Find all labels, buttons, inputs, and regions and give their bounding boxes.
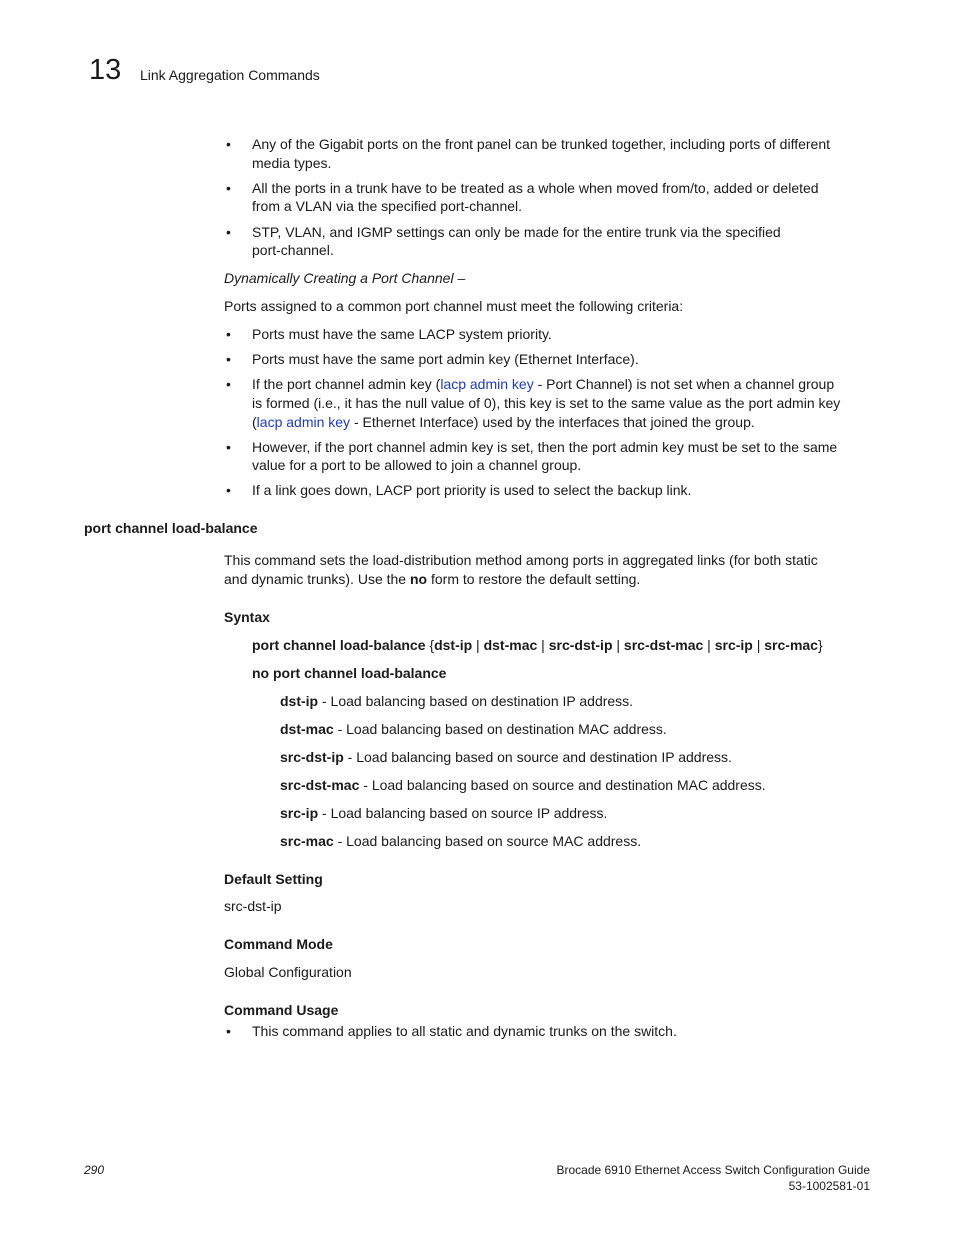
bullet-icon: • [226, 351, 231, 367]
bullet-icon: • [226, 1023, 231, 1039]
parameter-desc: - Load balancing based on source and destination MAC address. [359, 777, 766, 793]
text-fragment: - Port Channel) is not set when a channel group [533, 376, 835, 392]
parameter-desc: - Load balancing based on destination IP address. [318, 693, 634, 709]
parameter-item [280, 776, 766, 795]
syntax-option: src-mac [764, 637, 818, 653]
command-mode-value: Global Configuration [224, 964, 352, 980]
list-item: However, if the port channel admin key is set, then the port admin key must be set to the same [252, 439, 838, 455]
command-usage-heading: Command Usage [224, 1002, 339, 1018]
parameter-item [280, 720, 667, 739]
syntax-brace: } [817, 637, 823, 653]
list-item: Ports must have the same port admin key (Ethernet Interface). [252, 351, 639, 367]
no-keyword: no [409, 571, 428, 587]
parameter-name: dst-ip [280, 693, 319, 709]
text-fragment: and dynamic trunks). Use the [224, 571, 410, 587]
parameter-desc: - Load balancing based on destination MAC address. [333, 721, 667, 737]
syntax-option: src-dst-ip [548, 637, 613, 653]
list-item-continued: value for a port to be allowed to join a channel group. [252, 457, 582, 473]
criteria-intro: Ports assigned to a common port channel must meet the following criteria: [224, 298, 684, 314]
syntax-heading: Syntax [224, 609, 270, 625]
command-description-continued [224, 570, 640, 589]
list-item-continued: media types. [252, 155, 332, 171]
page-number: 290 [84, 1163, 105, 1177]
subsection-heading: Dynamically Creating a Port Channel – [224, 270, 466, 286]
default-setting-heading: Default Setting [224, 871, 323, 887]
parameter-desc: - Load balancing based on source and destination IP address. [343, 749, 732, 765]
syntax-option: src-dst-mac [623, 637, 704, 653]
syntax-line [252, 636, 823, 655]
list-item-continued: from a VLAN via the specified port-channel. [252, 198, 523, 214]
parameter-name: src-dst-ip [280, 749, 344, 765]
command-mode-heading: Command Mode [224, 936, 333, 952]
syntax-command: port channel load-balance [252, 637, 426, 653]
chapter-number: 13 [89, 54, 122, 86]
parameter-desc: - Load balancing based on source IP address. [318, 805, 608, 821]
list-item: If a link goes down, LACP port priority is used to select the backup link. [252, 482, 692, 498]
text-fragment: - Ethernet Interface) used by the interfaces that joined the group. [350, 414, 755, 430]
guide-title: Brocade 6910 Ethernet Access Switch Configuration Guide [556, 1163, 870, 1177]
syntax-option: dst-ip [434, 637, 473, 653]
command-title: port channel load-balance [84, 520, 258, 536]
bullet-icon: • [226, 136, 231, 152]
syntax-separator: | [612, 637, 624, 653]
bullet-icon: • [226, 180, 231, 196]
text-fragment: form to restore the default setting. [427, 571, 641, 587]
lacp-admin-key-link[interactable]: lacp admin key [256, 414, 351, 430]
syntax-brace: { [425, 637, 435, 653]
no-form-syntax: no port channel load-balance [252, 665, 447, 681]
parameter-item [280, 804, 607, 823]
usage-item: This command applies to all static and dynamic trunks on the switch. [252, 1023, 677, 1039]
bullet-icon: • [226, 439, 231, 455]
list-item: Ports must have the same LACP system priority. [252, 326, 552, 342]
parameter-item [280, 832, 641, 851]
syntax-separator: | [703, 637, 715, 653]
syntax-option: dst-mac [483, 637, 538, 653]
list-item-continued [252, 413, 755, 432]
syntax-option: src-ip [714, 637, 753, 653]
parameter-desc: - Load balancing based on source MAC address. [333, 833, 642, 849]
chapter-title: Link Aggregation Commands [140, 67, 320, 83]
syntax-separator: | [537, 637, 549, 653]
bullet-icon: • [226, 326, 231, 342]
list-item: All the ports in a trunk have to be treated as a whole when moved from/to, added or deleted [252, 180, 819, 196]
parameter-item [280, 748, 732, 767]
lacp-admin-key-link[interactable]: lacp admin key [440, 376, 534, 392]
list-item: Any of the Gigabit ports on the front panel can be trunked together, including ports of different [252, 136, 831, 152]
parameter-name: src-dst-mac [280, 777, 360, 793]
command-description: This command sets the load-distribution method among ports in aggregated links (for both static [224, 552, 818, 568]
parameter-name: dst-mac [280, 721, 334, 737]
list-item-continued: is formed (i.e., it has the null value of 0), this key is set to the same value as the port admin key [252, 395, 841, 411]
text-fragment: If the port channel admin key ( [252, 376, 441, 392]
syntax-separator: | [472, 637, 484, 653]
list-item-continued: port-channel. [252, 242, 334, 258]
syntax-separator: | [752, 637, 765, 653]
parameter-name: src-mac [280, 833, 334, 849]
list-item [252, 375, 834, 394]
text-fragment: ( [252, 414, 257, 430]
bullet-icon: • [226, 482, 231, 498]
parameter-item [280, 692, 633, 711]
document-number: 53-1002581-01 [788, 1179, 870, 1193]
bullet-icon: • [226, 376, 231, 392]
parameter-name: src-ip [280, 805, 319, 821]
default-setting-value: src-dst-ip [224, 898, 282, 914]
list-item: STP, VLAN, and IGMP settings can only be made for the entire trunk via the specified [252, 224, 781, 240]
bullet-icon: • [226, 224, 231, 240]
